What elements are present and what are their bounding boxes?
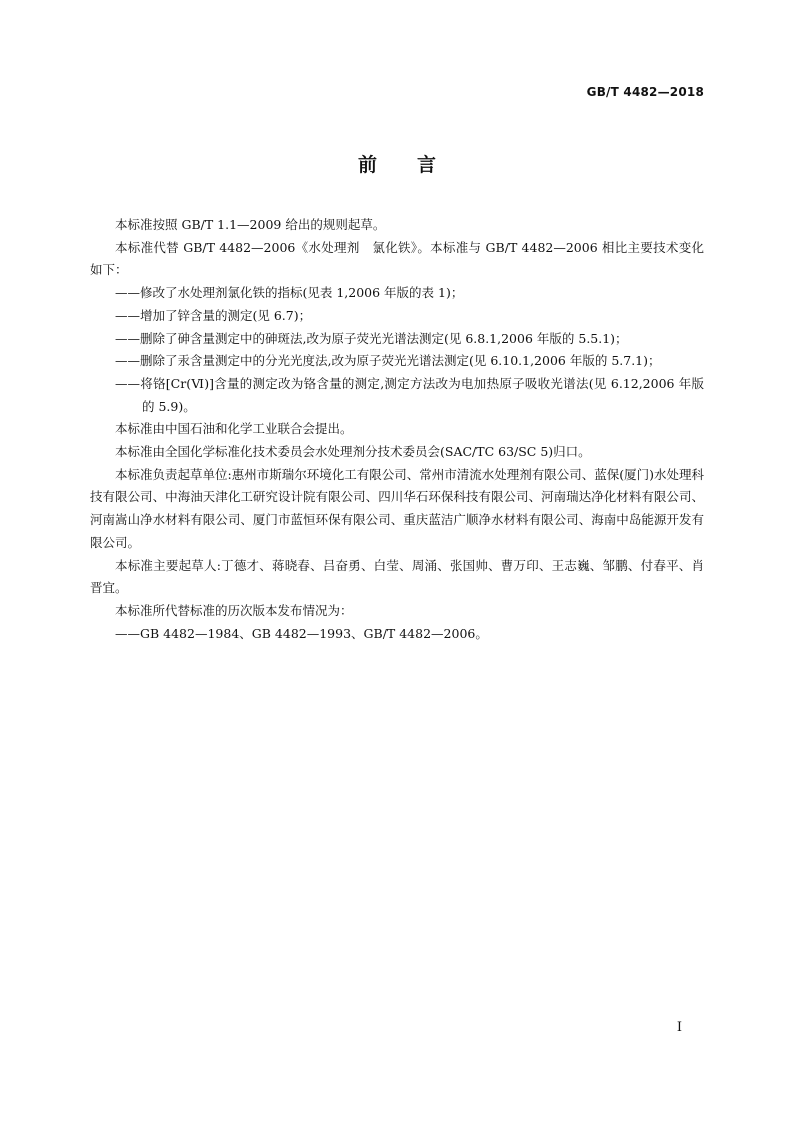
paragraph-drafters: 本标准主要起草人:丁德才、蒋晓春、吕奋勇、白莹、周涌、张国帅、曹万印、王志巍、邹鹏、付春平、肖晋宜。 xyxy=(90,557,704,596)
paragraph-proposed-by: 本标准由中国石油和化学工业联合会提出。 xyxy=(115,421,353,437)
page-number: I xyxy=(676,1020,682,1035)
history-item: ——GB 4482—1984、GB 4482—1993、GB/T 4482—2006。 xyxy=(115,625,488,641)
title-char-2: 言 xyxy=(417,154,437,176)
change-item-5: ——将铬[Cr(Ⅵ)]含量的测定改为铬含量的测定,测定方法改为电加热原子吸收光谱法(见 6.12,2006 年版的 5.9)。 xyxy=(115,375,704,414)
page-title xyxy=(0,150,794,177)
paragraph-replaces: 本标准代替 GB/T 4482—2006《水处理剂 氯化铁》。本标准与 GB/T 4482—2006 相比主要技术变化如下： xyxy=(90,239,704,278)
paragraph-drafting-rules: 本标准按照 GB/T 1.1—2009 给出的规则起草。 xyxy=(115,217,386,232)
change-item-4: ——删除了汞含量测定中的分光光度法,改为原子荧光光谱法测定(见 6.10.1,2006 年版的 5.7.1)； xyxy=(115,353,661,369)
change-item-3: ——删除了砷含量测定中的砷斑法,改为原子荧光光谱法测定(见 6.8.1,2006 年版的 5.5.1)； xyxy=(115,330,628,346)
change-item-2: ——增加了锌含量的测定(见 6.7)； xyxy=(115,307,312,323)
paragraph-drafting-units: 本标准负责起草单位:惠州市斯瑞尔环境化工有限公司、常州市清流水处理剂有限公司、蓝保(厦门)水处理科技有限公司、中海油天津化工研究设计院有限公司、四川华石环保科技有限公司、河南瑞达净化材料有限公司、河南嵩山净水材料有限公司、厦门市蓝恒环保有限公司、重庆蓝洁广顺净水材料有限公司、海南中岛能源开发有限公司。 xyxy=(90,466,704,550)
paragraph-under-jurisdiction: 本标准由全国化学标准化技术委员会水处理剂分技术委员会(SAC/TC 63/SC 5)归口。 xyxy=(115,444,591,460)
title-char-1: 前 xyxy=(357,154,377,176)
change-item-1: ——修改了水处理剂氯化铁的指标(见表 1,2006 年版的表 1)； xyxy=(115,285,464,301)
paragraph-history-intro: 本标准所代替标准的历次版本发布情况为： xyxy=(115,602,353,618)
standard-code-header: GB/T 4482—2018 xyxy=(586,85,704,99)
foreword-body xyxy=(90,214,704,645)
